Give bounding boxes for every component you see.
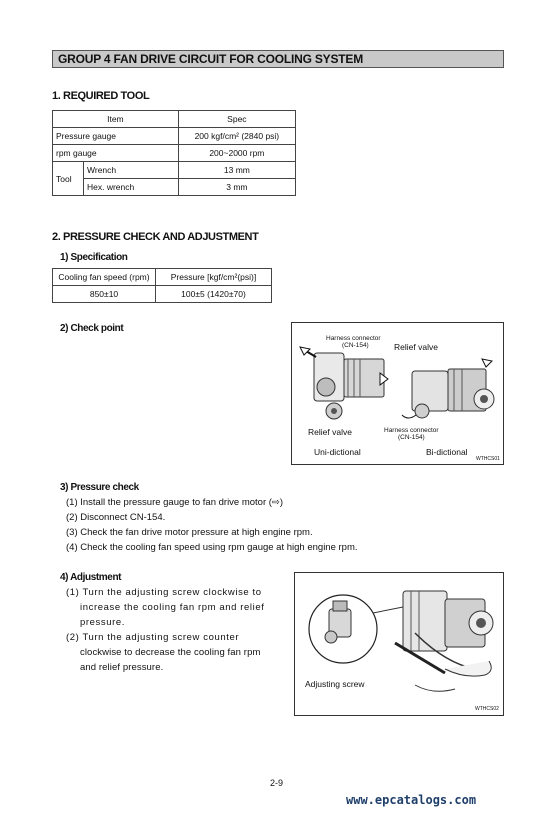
- pressure-check-step: (4) Check the cooling fan speed using rpm gauge at high engine rpm.: [66, 542, 358, 553]
- adjustment-step-continued: pressure.: [80, 617, 126, 628]
- specification-table: [52, 268, 272, 303]
- page-number: 2-9: [270, 778, 284, 788]
- adjustment-step-continued: increase the cooling fan rpm and relief: [80, 602, 265, 613]
- uni-directional-motor-drawing: [300, 347, 388, 419]
- adjusting-screw-illustration: [295, 573, 503, 715]
- column-header-fan-speed: Cooling fan speed (rpm): [53, 269, 156, 286]
- table-row: [53, 145, 296, 162]
- column-header-spec: Spec: [178, 111, 295, 128]
- required-tool-table: [52, 110, 296, 196]
- cell-spec: 3 mm: [178, 179, 295, 196]
- specification-heading: 1) Specification: [60, 252, 128, 263]
- pressure-check-heading: 3) Pressure check: [60, 482, 139, 493]
- cell-item: Pressure gauge: [53, 128, 179, 145]
- figure-code: WTHCS02: [475, 706, 499, 712]
- table-row: [53, 128, 296, 145]
- cell-spec: 200 kgf/cm² (2840 psi): [178, 128, 295, 145]
- cell-item: Wrench: [84, 162, 179, 179]
- figure-code: WTHCS01: [476, 456, 500, 462]
- adjusting-screw-figure: [294, 572, 504, 716]
- harness-connector-label: Harness connector: [326, 335, 381, 342]
- adjustment-heading: 4) Adjustment: [60, 572, 122, 583]
- table-header-row: [53, 111, 296, 128]
- column-header-item: Item: [53, 111, 179, 128]
- cell-pressure: 100±5 (1420±70): [156, 286, 272, 303]
- column-header-pressure: Pressure [kgf/cm²(psi)]: [156, 269, 272, 286]
- cell-tool-label: Tool: [53, 162, 84, 196]
- cell-spec: 13 mm: [178, 162, 295, 179]
- section-required-tool-heading: 1. REQUIRED TOOL: [52, 90, 150, 102]
- adjustment-step: (2) Turn the adjusting screw counter: [66, 632, 240, 643]
- cell-item: rpm gauge: [53, 145, 179, 162]
- relief-valve-label: Relief valve: [394, 342, 438, 352]
- uni-directional-caption: Uni-dictional: [314, 447, 361, 457]
- bi-directional-caption: Bi-dictional: [426, 447, 468, 457]
- check-point-figure: [291, 322, 504, 465]
- check-point-heading: 2) Check point: [60, 323, 124, 334]
- table-header-row: [53, 269, 272, 286]
- cell-fan-speed: 850±10: [53, 286, 156, 303]
- watermark-url: www.epcatalogs.com: [346, 793, 477, 807]
- adjustment-step: (1) Turn the adjusting screw clockwise to: [66, 587, 262, 598]
- pressure-check-step: (3) Check the fan drive motor pressure at high engine rpm.: [66, 527, 313, 538]
- section-pressure-check-heading: 2. PRESSURE CHECK AND ADJUSTMENT: [52, 231, 259, 243]
- table-row: [53, 162, 296, 179]
- page-title: GROUP 4 FAN DRIVE CIRCUIT FOR COOLING SYSTEM: [58, 52, 364, 66]
- adjustment-step-continued: clockwise to decrease the cooling fan rpm: [80, 647, 261, 658]
- harness-connector-code: (CN-154): [342, 342, 369, 349]
- adjusting-screw-label: Adjusting screw: [305, 679, 365, 689]
- harness-connector-label: Harness connector: [384, 427, 439, 434]
- table-row: [53, 286, 272, 303]
- cell-item: Hex. wrench: [84, 179, 179, 196]
- harness-connector-code: (CN-154): [398, 434, 425, 441]
- adjustment-step-continued: and relief pressure.: [80, 662, 164, 673]
- bi-directional-motor-drawing: [402, 359, 494, 418]
- pressure-check-step: (1) Install the pressure gauge to fan drive motor (⇨): [66, 497, 284, 508]
- cell-spec: 200~2000 rpm: [178, 145, 295, 162]
- relief-valve-label: Relief valve: [308, 427, 352, 437]
- table-row: [53, 179, 296, 196]
- pressure-check-step: (2) Disconnect CN-154.: [66, 512, 166, 523]
